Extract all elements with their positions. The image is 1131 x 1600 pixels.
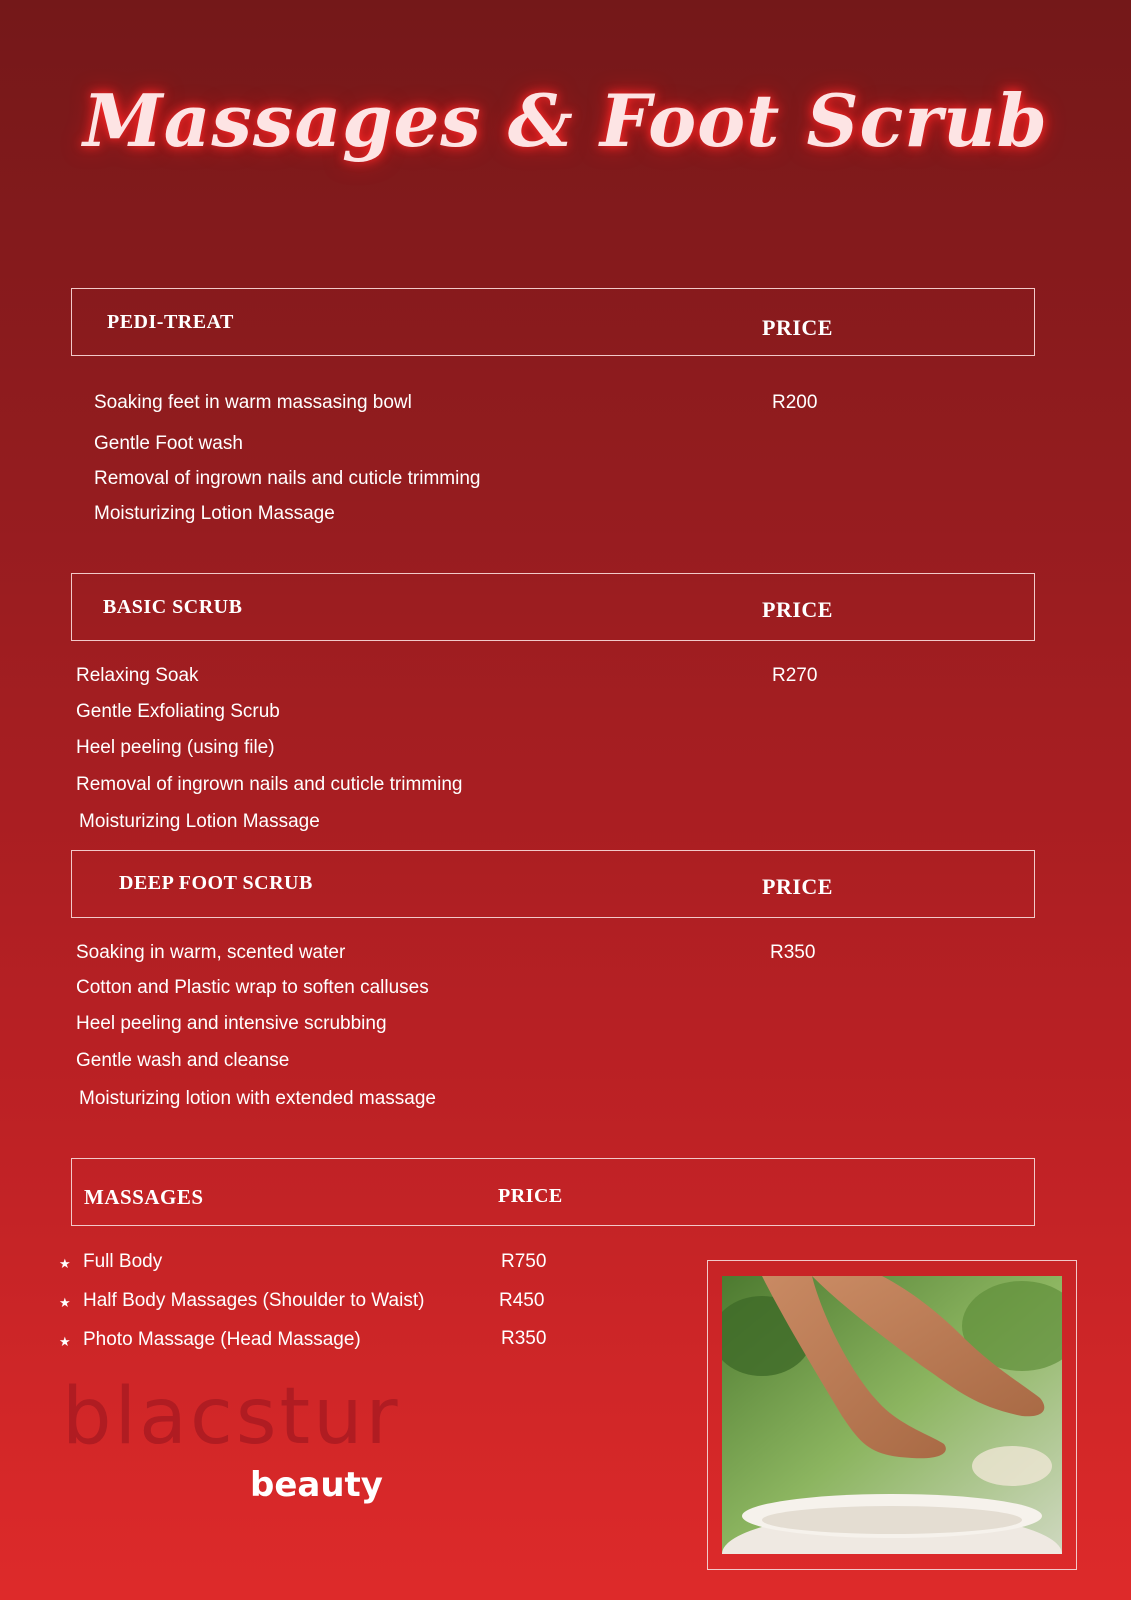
brand-wordmark: blacstur (62, 1372, 401, 1462)
list-item: Soaking in warm, scented water (76, 942, 346, 963)
list-item: Heel peeling (using file) (76, 737, 275, 758)
list-item: Moisturizing Lotion Massage (79, 811, 320, 832)
list-item: Heel peeling and intensive scrubbing (76, 1013, 387, 1034)
section-heading-massages: MASSAGES (84, 1185, 204, 1209)
price-pedi: R200 (772, 392, 818, 413)
list-item: Gentle wash and cleanse (76, 1050, 290, 1071)
list-item: Cotton and Plastic wrap to soften calluses (76, 977, 429, 998)
star-icon: ★ (59, 1256, 71, 1271)
list-item: Gentle Exfoliating Scrub (76, 701, 280, 722)
list-item: Full Body (83, 1251, 163, 1272)
list-item: Gentle Foot wash (94, 433, 243, 454)
price-heading-pedi: PRICE (762, 315, 833, 340)
price-heading-deep: PRICE (762, 874, 833, 899)
section-heading-pedi: PEDI-TREAT (107, 311, 234, 333)
star-icon: ★ (59, 1295, 71, 1310)
list-item: Removal of ingrown nails and cuticle trimming (76, 774, 463, 795)
list-item: Half Body Massages (Shoulder to Waist) (83, 1290, 425, 1311)
list-item: Soaking feet in warm massasing bowl (94, 392, 412, 413)
price-photo-massage: R350 (501, 1328, 547, 1349)
star-icon: ★ (59, 1334, 71, 1349)
list-item: Moisturizing lotion with extended massage (79, 1088, 436, 1109)
price-heading-massages: PRICE (498, 1185, 563, 1207)
feet-scrub-photo (722, 1276, 1062, 1554)
price-deep: R350 (770, 942, 816, 963)
section-heading-deep: DEEP FOOT SCRUB (119, 872, 313, 894)
price-half-body: R450 (499, 1290, 545, 1311)
price-full-body: R750 (501, 1251, 547, 1272)
price-basic: R270 (772, 665, 818, 686)
page-title: Massages & Foot Scrub (83, 78, 1048, 163)
list-item: Photo Massage (Head Massage) (83, 1329, 361, 1350)
list-item: Moisturizing Lotion Massage (94, 503, 335, 524)
brand-subtitle: beauty (250, 1465, 383, 1505)
list-item: Removal of ingrown nails and cuticle trimming (94, 468, 481, 489)
section-heading-basic: BASIC SCRUB (103, 596, 243, 618)
list-item: Relaxing Soak (76, 665, 199, 686)
price-heading-basic: PRICE (762, 597, 833, 622)
